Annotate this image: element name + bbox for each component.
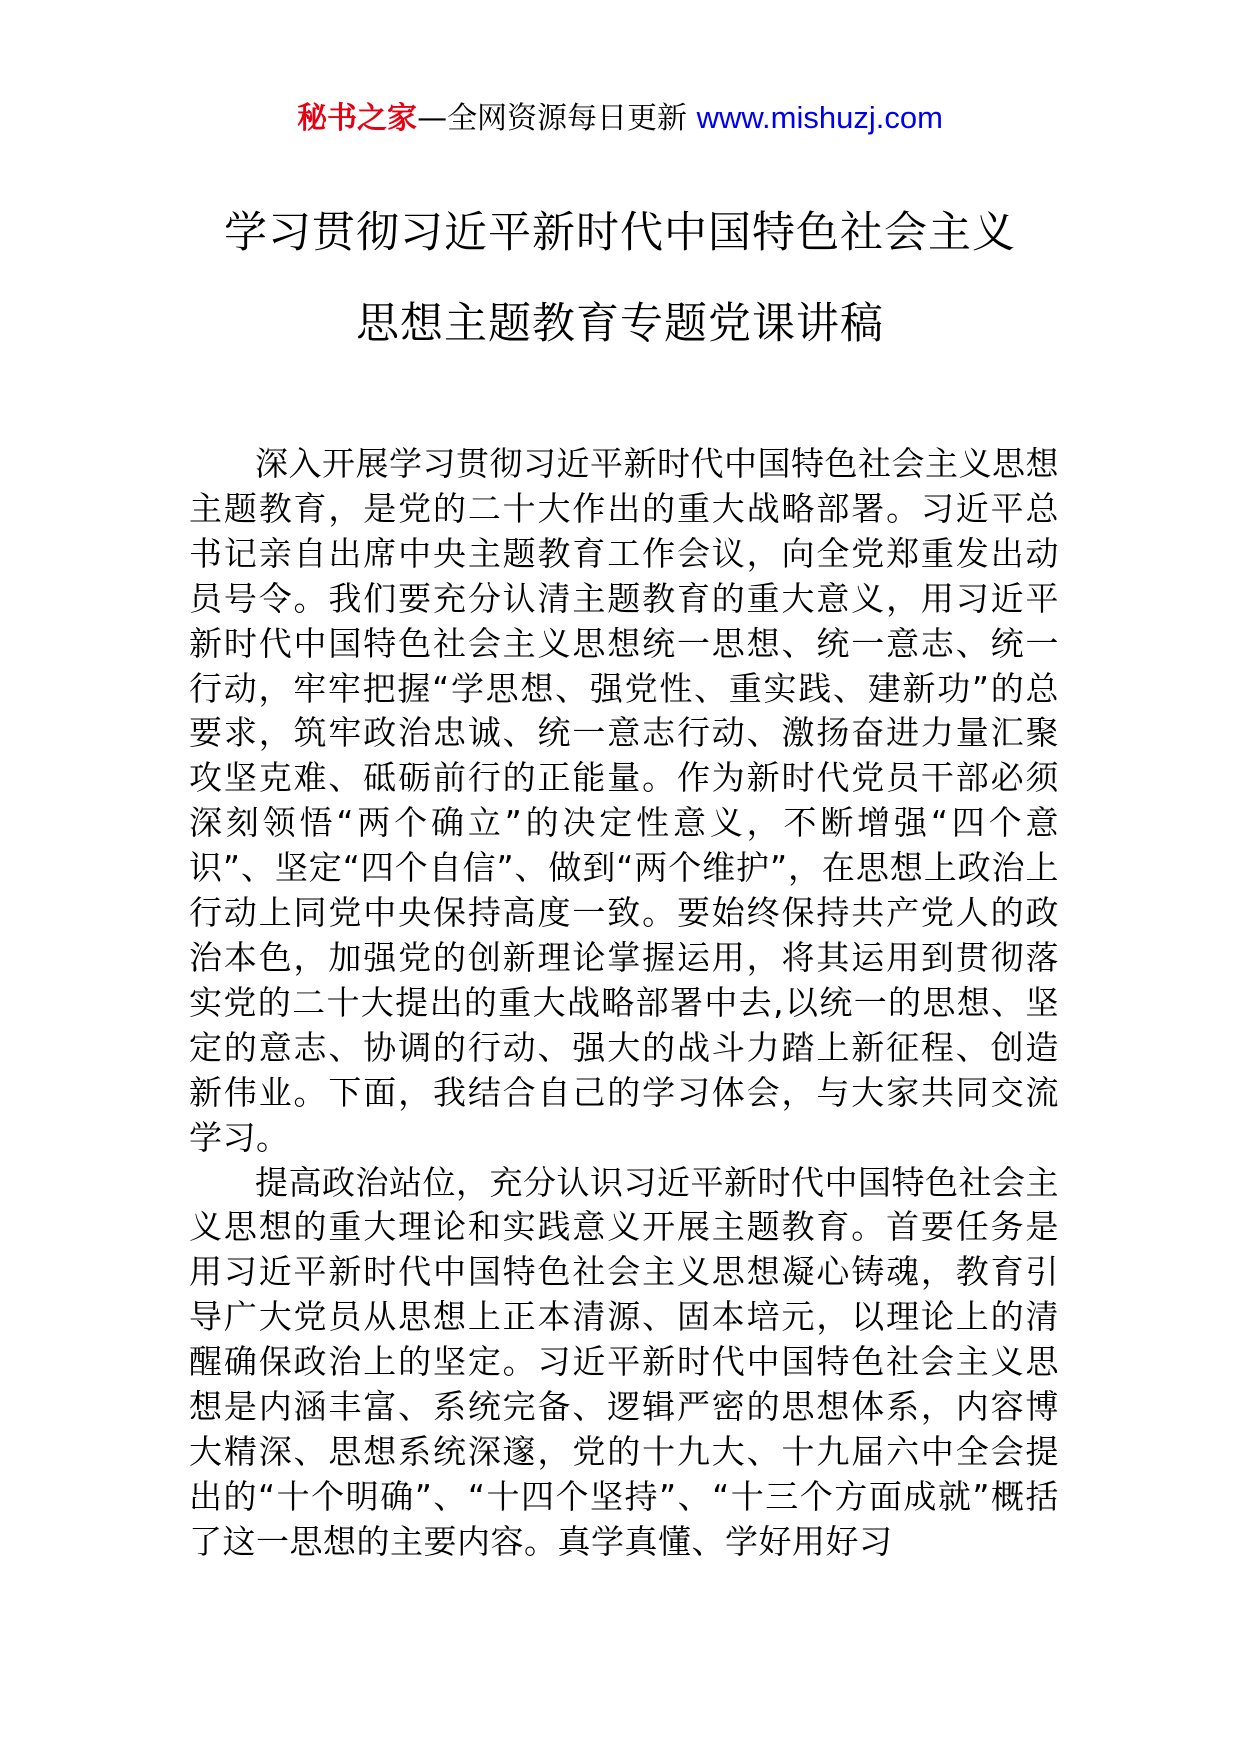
site-brand: 秘书之家 (297, 101, 418, 136)
paragraph-political-stance: 提高政治站位，充分认识习近平新时代中国特色社会主义思想的重大理论和实践意义开展主题教育。首要任务是用习近平新时代中国特色社会主义思想凝心铸魂，教育引导广大党员从思想上正本清源、固本培元，以理论上的清醒确保政治上的坚定。习近平新时代中国特色社会主义思想是内涵丰富、系统完备、逻辑严密的思想体系，内容博大精深、思想系统深邃，党的十九大、十九届六中全会提出的“十个明确”、“十四个坚持”、“十三个方面成就”概括了这一思想的主要内容。真学真懂、学好用好习 (189, 1162, 1059, 1561)
title-line-1: 学习贯彻习近平新时代中国特色社会主义 (224, 208, 1016, 258)
document-body (189, 442, 1059, 1565)
title-line-2: 思想主题教育专题党课讲稿 (356, 299, 884, 349)
paragraph-intro: 深入开展学习贯彻习近平新时代中国特色社会主义思想主题教育，是党的二十大作出的重大战略部署。习近平总书记亲自出席中央主题教育工作会议，向全党郑重发出动员号令。我们要充分认清主题教育的重大意义，用习近平新时代中国特色社会主义思想统一思想、统一意志、统一行动，牢牢把握“学思想、强党性、重实践、建新功”的总要求，筑牢政治忠诚、统一意志行动、激扬奋进力量汇聚攻坚克难、砥砺前行的正能量。作为新时代党员干部必须深刻领悟“两个确立”的决定性意义，不断增强“四个意识”、坚定“四个自信”、做到“两个维护”，在思想上政治上行动上同党中央保持高度一致。要始终保持共产党人的政治本色，加强党的创新理论掌握运用，将其运用到贯彻落实党的二十大提出的重大战略部署中去,以统一的思想、坚定的意志、协调的行动、强大的战斗力踏上新征程、创造新伟业。下面，我结合自己的学习体会，与大家共同交流学习。 (189, 444, 1059, 1157)
site-slogan: —全网资源每日更新 (417, 101, 688, 136)
site-header (0, 98, 1240, 139)
site-url-link[interactable]: www.mishuzj.com (696, 100, 943, 135)
document-title (0, 205, 1240, 352)
